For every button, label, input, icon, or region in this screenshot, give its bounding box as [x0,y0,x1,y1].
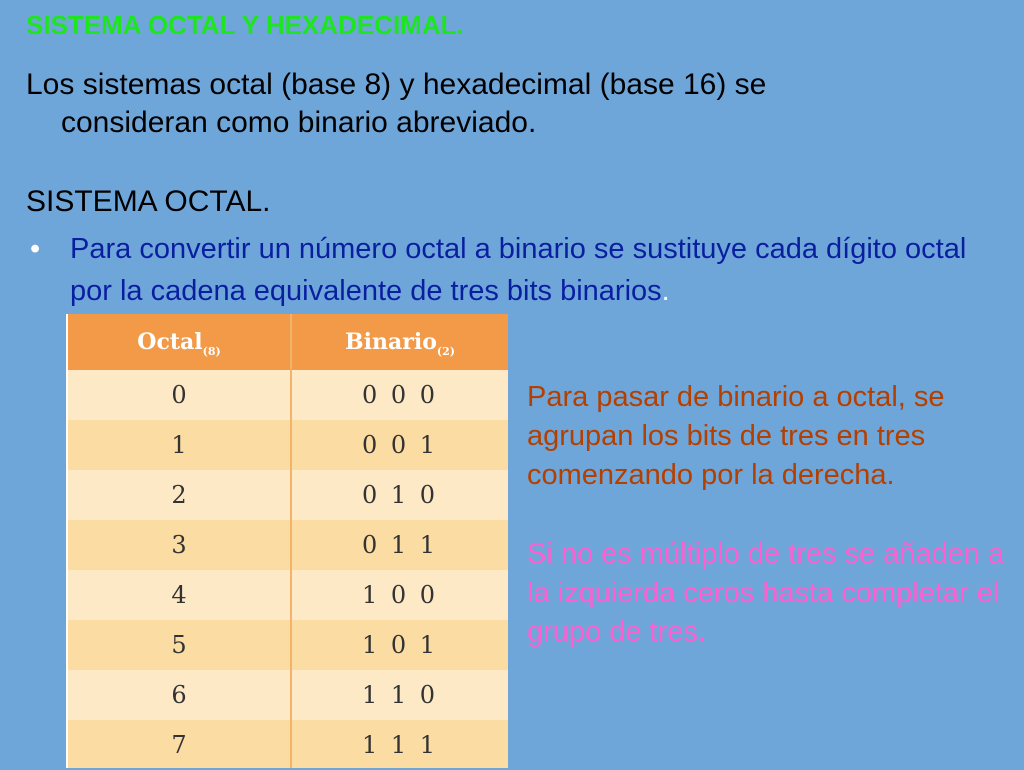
octal-cell: 2 [171,481,187,509]
bullet-item [26,228,1016,312]
table-row [68,570,508,620]
bullet-marker: • [30,233,41,265]
table-row [68,420,508,470]
binary-cell: 1 1 1 [361,731,439,759]
binary-cell: 0 0 0 [361,381,439,409]
slide-title: SISTEMA OCTAL Y HEXADECIMAL. [26,10,464,40]
binary-cell: 1 0 1 [361,631,439,659]
bullet-end-period: . [661,275,670,307]
octal-binary-table [66,314,508,768]
section-heading: SISTEMA OCTAL. [26,185,271,218]
binary-cell: 1 0 0 [361,581,439,609]
binary-cell: 0 0 1 [361,431,439,459]
header-octal-sub: (8) [202,345,221,358]
octal-cell: 7 [171,731,187,759]
octal-cell: 5 [171,631,187,659]
padding-zeros-note: Si no es múltiplo de tres se añaden a la izquierda ceros hasta completar el grupo de tres. [527,538,1005,648]
table-row [68,670,508,720]
header-binario-label: Binario [345,329,437,355]
binary-cell: 0 1 0 [361,481,439,509]
octal-cell: 1 [171,431,187,459]
intro-line-1: Los sistemas octal (base 8) y hexadecimal (base 16) se [26,68,767,101]
header-octal-label: Octal [137,329,203,355]
column-divider [290,314,292,768]
table-row [68,620,508,670]
table-header [68,314,508,370]
intro-paragraph [26,66,986,142]
octal-cell: 0 [171,381,187,409]
table-row [68,470,508,520]
table-row [68,520,508,570]
table-row [68,720,508,768]
binary-cell: 0 1 1 [361,531,439,559]
octal-cell: 6 [171,681,187,709]
header-binario-sub: (2) [436,345,455,358]
binary-cell: 1 1 0 [361,681,439,709]
bullet-text-block [26,228,1016,312]
bullet-text: Para convertir un número octal a binario se sustituye cada dígito octal por la cadena equivalente de tres bits binarios [70,233,967,307]
intro-line-2: consideran como binario abreviado. [61,106,537,139]
octal-cell: 4 [171,581,187,609]
header-octal [68,314,290,370]
binary-to-octal-explanation: Para pasar de binario a octal, se agrupan los bits de tres en tres comenzando por la derecha. [527,381,945,491]
table-row [68,370,508,420]
octal-cell: 3 [171,531,187,559]
header-binario [292,314,508,370]
